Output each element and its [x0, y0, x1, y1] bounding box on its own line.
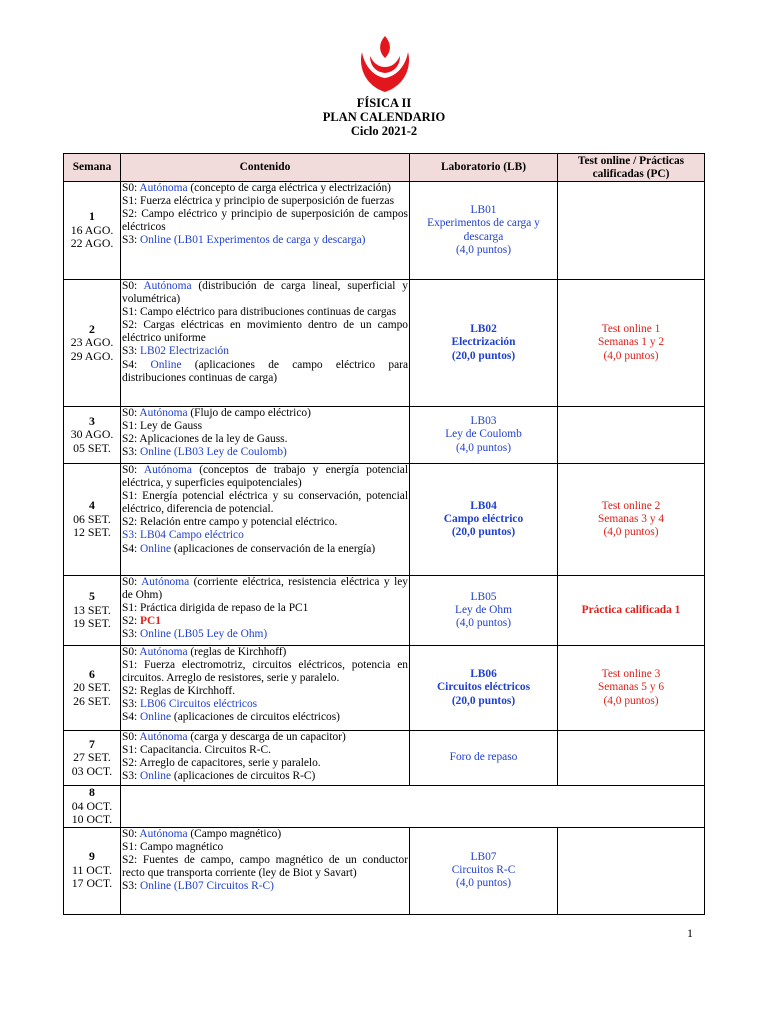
session-line: [122, 602, 408, 615]
test-cell: [558, 731, 705, 786]
session-text: S0:: [122, 731, 140, 743]
week-cell: [64, 407, 121, 464]
session-line: [122, 234, 408, 247]
content-cell: [121, 464, 410, 576]
session-text: S1: Energía potencial eléctrica y su conservación, potencial eléctrico, diferencia de potencial.: [122, 490, 408, 516]
week-start-date: 20 SET.: [73, 680, 111, 695]
lab-cell: [410, 464, 558, 576]
lab-line: Circuitos R-C: [451, 863, 516, 876]
week-end-date: 17 OCT.: [71, 876, 113, 891]
week-number: 6: [89, 666, 95, 681]
session-text: S2: Reglas de Kirchhoff.: [122, 685, 236, 698]
session-text: (aplicaciones de circuitos R-C): [171, 770, 316, 783]
col-header-contenido: Contenido: [121, 154, 410, 182]
lab-cell: [410, 646, 558, 731]
session-text: S3:: [122, 770, 141, 783]
content-cell: [121, 182, 410, 280]
session-line: [122, 646, 408, 659]
week-number: 8: [89, 785, 95, 799]
session-text: S2: Relación entre campo y potencial eléctrico.: [122, 516, 338, 529]
session-text: (aplicaciones de campo eléctrico para distribuciones continuas de carga): [122, 358, 408, 384]
session-mode: Autónoma: [139, 407, 188, 419]
content-cell: [121, 786, 705, 828]
session-text: S2: Campo eléctrico y principio de superposición de campos eléctricos: [122, 208, 408, 234]
week-end-date: 29 AGO.: [70, 348, 114, 363]
session-mode: LB02 Electrización: [140, 345, 229, 358]
lab-line: Ley de Ohm: [455, 603, 512, 616]
lab-line: LB04: [470, 499, 497, 512]
table-row: [64, 646, 705, 731]
session-line: [122, 744, 408, 757]
session-line: [122, 711, 408, 724]
session-text: S3:: [122, 879, 141, 892]
session-line: [122, 628, 408, 641]
session-text: S0:: [122, 576, 142, 588]
table-row: [64, 182, 705, 280]
week-cell: [64, 646, 121, 731]
session-text: S2: Aplicaciones de la ley de Gauss.: [122, 433, 288, 446]
week-end-date: 19 SET.: [73, 616, 111, 631]
session-line: [122, 698, 408, 711]
test-cell: [558, 407, 705, 464]
session-text: S1: Fuerza eléctrica y principio de superposición de fuerzas: [122, 195, 395, 208]
session-line: [122, 757, 408, 770]
week-start-date: 16 AGO.: [70, 222, 114, 237]
session-text: (corriente eléctrica, resistencia eléctrica y ley de Ohm): [122, 576, 409, 602]
session-mode: Online: [150, 358, 182, 371]
session-text: S1: Campo magnético: [122, 840, 224, 853]
session-mode: Autónoma: [139, 731, 188, 743]
session-line: [122, 841, 408, 854]
session-line: [122, 731, 408, 744]
session-mode: Autónoma: [141, 576, 190, 588]
table-row: [64, 280, 705, 407]
content-cell: [121, 731, 410, 786]
table-row: [64, 786, 705, 828]
session-text: S0:: [122, 646, 140, 658]
test-cell: [558, 182, 705, 280]
session-mode: Online: [140, 711, 172, 724]
test-cell: [558, 827, 705, 914]
lab-line: Electrización: [451, 336, 516, 349]
session-text: S3:: [122, 698, 141, 711]
week-cell: [64, 182, 121, 280]
session-text: (conceptos de trabajo y energía potencial eléctrica, y superficies equipotenciales): [122, 464, 408, 490]
lab-line: LB07: [470, 850, 497, 863]
session-line: [122, 280, 408, 306]
col-header-laboratorio: Laboratorio (LB): [410, 154, 558, 182]
session-line: [122, 208, 408, 234]
session-text: (reglas de Kirchhoff): [187, 646, 287, 658]
lab-line: (20,0 puntos): [451, 526, 516, 539]
session-line: [122, 576, 408, 602]
session-text: S0:: [122, 407, 140, 419]
page-number: 1: [687, 926, 693, 940]
table-row: [64, 731, 705, 786]
session-mode: Online (LB03 Ley de Coulomb): [140, 446, 287, 459]
session-text: (aplicaciones de conservación de la energía): [171, 542, 376, 555]
calendar-table: [63, 153, 705, 915]
session-line: [122, 446, 408, 459]
document-subtitle: PLAN CALENDARIO: [322, 110, 446, 124]
session-line: [122, 490, 408, 516]
session-line: [122, 685, 408, 698]
session-text: S1: Fuerza electromotriz, circuitos eléctricos, potencia en circuitos. Arreglo de resistores, serie y paralelo.: [122, 659, 408, 685]
week-number: 1: [89, 209, 95, 224]
week-end-date: 12 SET.: [73, 525, 111, 540]
lab-cell: [410, 280, 558, 407]
week-number: 2: [89, 321, 95, 336]
week-end-date: 10 OCT.: [71, 812, 113, 826]
lab-line: (4,0 puntos): [455, 877, 512, 890]
session-text: S1: Ley de Gauss: [122, 420, 203, 433]
session-text: S0:: [122, 827, 140, 840]
session-line: [122, 854, 408, 880]
session-text: S4:: [122, 358, 151, 371]
session-mode: Autónoma: [139, 646, 188, 658]
week-end-date: 03 OCT.: [71, 763, 113, 778]
week-number: 4: [89, 498, 95, 513]
table-row: [64, 576, 705, 646]
session-text: S1: Capacitancia. Circuitos R-C.: [122, 744, 272, 757]
week-start-date: 23 AGO.: [70, 335, 114, 350]
session-text: (Campo magnético): [187, 827, 282, 840]
session-text: S4:: [122, 542, 141, 555]
session-line: [122, 464, 408, 490]
lab-line: (4,0 puntos): [455, 243, 512, 256]
session-line: [122, 615, 408, 628]
test-line: (4,0 puntos): [603, 526, 659, 539]
week-end-date: 22 AGO.: [70, 236, 114, 251]
lab-line: LB03: [470, 415, 497, 428]
week-start-date: 04 OCT.: [71, 798, 113, 813]
table-header-row: [64, 154, 705, 182]
session-line: [122, 319, 408, 345]
lab-cell: [410, 576, 558, 646]
table-row: [64, 407, 705, 464]
lab-line: Campo eléctrico: [443, 512, 524, 525]
session-line: [122, 433, 408, 446]
lab-line: (20,0 puntos): [451, 694, 516, 707]
session-mode: Online (LB05 Ley de Ohm): [140, 628, 268, 641]
session-line: [122, 306, 408, 319]
lab-line: Circuitos eléctricos: [436, 681, 531, 694]
test-line: Práctica calificada 1: [581, 603, 681, 616]
session-text: S3: LB04 Campo eléctrico: [122, 529, 244, 542]
session-text: S4:: [122, 711, 141, 724]
week-cell: [64, 280, 121, 407]
lab-line: LB01: [470, 204, 497, 217]
session-text: (carga y descarga de un capacitor): [187, 731, 346, 743]
document-cycle: Ciclo 2021-2: [350, 124, 418, 138]
session-text: (distribución de carga lineal, superficial y volumétrica): [122, 280, 408, 306]
session-mode: Online: [140, 770, 172, 783]
session-text: S0:: [122, 182, 140, 194]
lab-line: (20,0 puntos): [451, 349, 516, 362]
col-header-test: Test online / Prácticas calificadas (PC): [558, 154, 705, 182]
session-text: (concepto de carga eléctrica y electrización): [187, 182, 391, 194]
session-mode: Autónoma: [139, 182, 188, 194]
session-text: S3:: [122, 628, 141, 641]
session-line: [122, 659, 408, 685]
document-title: FÍSICA II: [356, 96, 412, 110]
session-line: [122, 407, 408, 420]
test-cell: [558, 646, 705, 731]
week-start-date: 27 SET.: [73, 750, 111, 765]
week-cell: [64, 576, 121, 646]
table-row: [64, 464, 705, 576]
test-cell: [558, 280, 705, 407]
session-text: (aplicaciones de circuitos eléctricos): [171, 711, 340, 724]
session-line: [122, 516, 408, 529]
lab-line: LB02: [470, 323, 497, 336]
session-mode: LB06 Circuitos eléctricos: [140, 698, 258, 711]
test-line: (4,0 puntos): [603, 349, 659, 362]
week-number: 7: [89, 736, 95, 751]
lab-line: LB05: [470, 590, 497, 603]
session-text: S2:: [122, 615, 141, 628]
session-text: S1: Campo eléctrico para distribuciones continuas de cargas: [122, 306, 397, 319]
col-header-semana: Semana: [64, 154, 121, 182]
content-cell: [121, 280, 410, 407]
session-line: [122, 543, 408, 556]
university-logo: [354, 34, 416, 96]
document-heading: [0, 96, 768, 138]
lab-line: LB06: [470, 668, 497, 681]
test-line: Test online 1: [601, 323, 661, 336]
session-mode: Online (LB01 Experimentos de carga y descarga): [140, 234, 366, 247]
session-line: [122, 195, 408, 208]
test-line: Semanas 1 y 2: [597, 336, 665, 349]
session-line: [122, 182, 408, 195]
session-text: S2: Arreglo de capacitores, serie y paralelo.: [122, 757, 321, 770]
test-cell: [558, 464, 705, 576]
test-cell: [558, 576, 705, 646]
test-line: (4,0 puntos): [603, 694, 659, 707]
session-text: S2: Cargas eléctricas en movimiento dentro de un campo eléctrico uniforme: [122, 319, 408, 345]
lab-line: Ley de Coulomb: [445, 428, 522, 441]
test-line: Test online 3: [601, 668, 661, 681]
session-text: S2: Fuentes de campo, campo magnético de un conductor recto que transporta corriente (ley de Biot y Savart): [122, 853, 408, 879]
session-text: S3:: [122, 446, 141, 459]
test-line: Test online 2: [601, 499, 661, 512]
session-text: S1: Práctica dirigida de repaso de la PC1: [122, 602, 309, 615]
session-line: [122, 828, 408, 841]
lab-cell: [410, 182, 558, 280]
session-mode: Autónoma: [139, 827, 188, 840]
content-cell: [121, 576, 410, 646]
week-end-date: 26 SET.: [73, 693, 111, 708]
session-text: S0:: [122, 280, 144, 292]
lab-line: Experimentos de carga y descarga: [427, 217, 540, 243]
lab-line: (4,0 puntos): [455, 617, 512, 630]
content-cell: [121, 407, 410, 464]
table-row: [64, 827, 705, 914]
week-number: 9: [89, 849, 95, 864]
session-text: (Flujo de campo eléctrico): [187, 407, 311, 419]
lab-cell: [410, 407, 558, 464]
lab-cell: [410, 827, 558, 914]
session-mode: Autónoma: [143, 464, 192, 476]
lab-cell: [410, 731, 558, 786]
test-line: Semanas 5 y 6: [597, 681, 665, 694]
session-mode: Online (LB07 Circuitos R-C): [140, 879, 274, 892]
test-line: Semanas 3 y 4: [597, 512, 665, 525]
session-text: S3:: [122, 234, 141, 247]
lab-line: (4,0 puntos): [455, 441, 512, 454]
session-line: [122, 880, 408, 893]
week-cell: [64, 731, 121, 786]
content-cell: [121, 646, 410, 731]
week-cell: [64, 786, 121, 828]
week-start-date: 13 SET.: [73, 602, 111, 617]
session-line: [122, 420, 408, 433]
session-text: S0:: [122, 464, 144, 476]
week-number: 3: [89, 413, 95, 428]
session-mode: Autónoma: [143, 280, 192, 292]
week-start-date: 30 AGO.: [70, 427, 114, 442]
lab-line: Foro de repaso: [449, 751, 518, 764]
session-text: S3:: [122, 345, 141, 358]
week-start-date: 06 SET.: [73, 511, 111, 526]
session-line: [122, 345, 408, 358]
week-cell: [64, 464, 121, 576]
week-number: 5: [89, 589, 95, 604]
content-cell: [121, 827, 410, 914]
session-line: [122, 529, 408, 542]
session-mode: PC1: [140, 615, 161, 628]
session-line: [122, 770, 408, 783]
week-end-date: 05 SET.: [73, 440, 111, 455]
session-mode: Online: [140, 542, 172, 555]
week-start-date: 11 OCT.: [72, 862, 112, 877]
session-line: [122, 359, 408, 385]
week-cell: [64, 827, 121, 914]
